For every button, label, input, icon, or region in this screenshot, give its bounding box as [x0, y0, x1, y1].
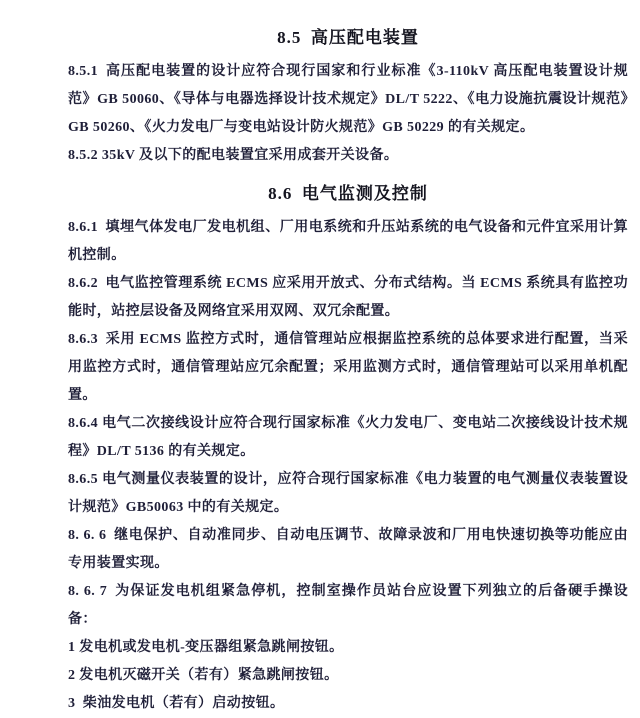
clause-8-5-2: 8.5.2 35kV 及以下的配电装置宜采用成套开关设备。	[68, 148, 399, 163]
clause-8-6-7: 8. 6. 7 为保证发电机组紧急停机，控制室操作员站台应设置下列独立的后备硬手操设备：	[68, 584, 628, 627]
clause-8-5-1: 8.5.1 高压配电装置的设计应符合现行国家和行业标准《3-110kV 高压配电装置设计规范》GB 50060、《导体与电器选择设计技术规定》DL/T 5222、《电力设施抗震设计规范》GB 50260、《火力发电厂与变电站设计防火规范》GB 50229 的有关规定。	[68, 64, 628, 135]
section-heading-8-6: 8.6 电气监测及控制	[268, 184, 428, 203]
clause-8-6-1: 8.6.1 填埋气体发电厂发电机组、厂用电系统和升压站系统的电气设备和元件宜采用计算机控制。	[68, 220, 628, 263]
clause-8-6-2: 8.6.2 电气监控管理系统 ECMS 应采用开放式、分布式结构。当 ECMS 系统具有监控功能时，站控层设备及网络宜采用双网、双冗余配置。	[68, 276, 628, 319]
list-item-3: 3 柴油发电机（若有）启动按钮。	[68, 696, 285, 711]
clause-8-6-5: 8.6.5 电气测量仪表装置的设计，应符合现行国家标准《电力装置的电气测量仪表装置设计规范》GB50063 中的有关规定。	[68, 472, 628, 515]
clause-8-6-6: 8. 6. 6 继电保护、自动准同步、自动电压调节、故障录波和厂用电快速切换等功能应由专用装置实现。	[68, 528, 628, 571]
list-item-2: 2 发电机灭磁开关（若有）紧急跳闸按钮。	[68, 668, 339, 683]
section-heading-8-5: 8.5 高压配电装置	[277, 28, 419, 47]
clause-8-6-4: 8.6.4 电气二次接线设计应符合现行国家标准《火力发电厂、变电站二次接线设计技术规程》DL/T 5136 的有关规定。	[68, 416, 628, 459]
list-item-1: 1 发电机或发电机-变压器组紧急跳闸按钮。	[68, 640, 344, 655]
clause-8-6-3: 8.6.3 采用 ECMS 监控方式时，通信管理站应根据监控系统的总体要求进行配置，当采用监控方式时，通信管理站应冗余配置；采用监测方式时，通信管理站可以采用单机配置。	[68, 332, 628, 403]
